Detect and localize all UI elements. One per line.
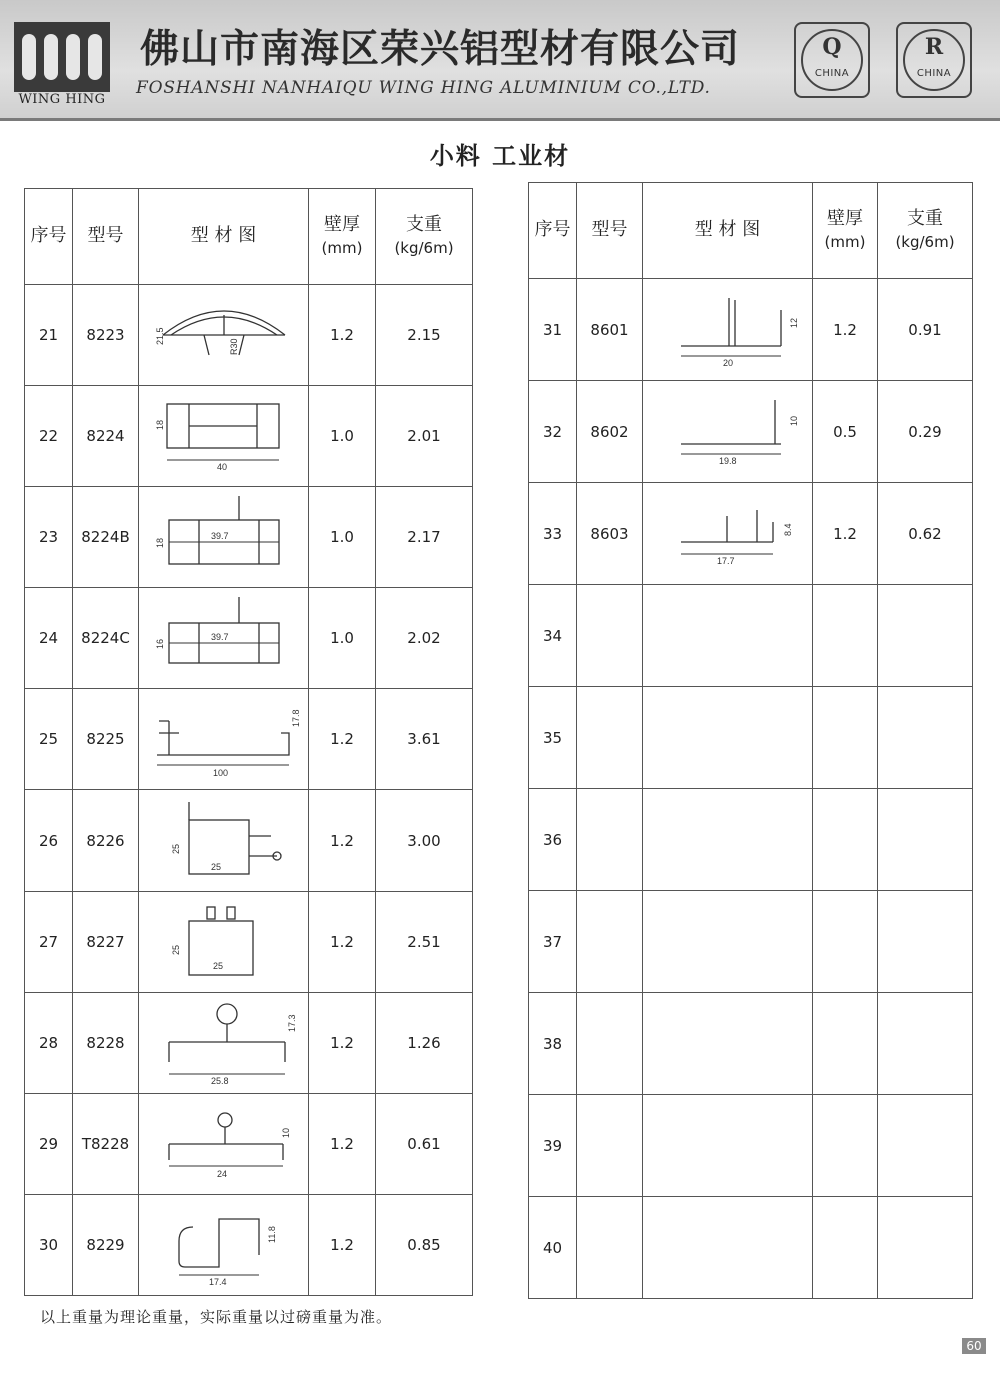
seq-cell: 39 [529, 1095, 577, 1197]
weight-cell: 3.00 [376, 790, 473, 891]
thickness-cell: 1.0 [309, 588, 376, 689]
weight-cell: 0.29 [878, 381, 973, 483]
table-row [25, 790, 473, 891]
dimension-label: 10 [788, 415, 799, 426]
weight-cell [878, 1197, 973, 1299]
seq-cell: 33 [529, 483, 577, 585]
dimension-label: 20 [722, 357, 733, 368]
thickness-cell [813, 1095, 878, 1197]
weight-cell: 2.51 [376, 891, 473, 992]
dimension-label: 16 [154, 639, 165, 650]
profile-drawing-icon [149, 396, 299, 476]
figure-cell [643, 483, 813, 585]
seq-cell: 21 [25, 285, 73, 386]
profile-drawing-icon [149, 492, 299, 582]
model-cell [577, 1095, 643, 1197]
weight-cell [878, 687, 973, 789]
model-cell: 8225 [73, 689, 139, 790]
thickness-cell: 1.2 [813, 483, 878, 585]
spec-table-left [24, 188, 473, 1296]
model-cell: 8603 [577, 483, 643, 585]
spec-table-right [528, 182, 973, 1299]
seq-cell: 26 [25, 790, 73, 891]
footnote: 以上重量为理论重量，实际重量以过磅重量为准。 [40, 1308, 393, 1326]
model-cell: T8228 [73, 1093, 139, 1194]
dimension-label: 17.7 [716, 555, 735, 566]
thickness-cell: 1.2 [309, 689, 376, 790]
seq-cell: 27 [25, 891, 73, 992]
dimension-label: 24 [216, 1168, 227, 1179]
thickness-cell [813, 993, 878, 1095]
weight-cell: 2.02 [376, 588, 473, 689]
badge-letter: R [924, 34, 944, 60]
dimension-label: 25 [170, 843, 181, 854]
profile-drawing-icon [149, 1104, 299, 1184]
seq-cell: 29 [25, 1093, 73, 1194]
badge-letter: Q [822, 34, 842, 60]
table-row [529, 687, 973, 789]
thickness-cell: 1.2 [309, 992, 376, 1093]
model-cell: 8229 [73, 1194, 139, 1295]
dimension-label: 25 [210, 861, 221, 872]
seq-cell: 22 [25, 386, 73, 487]
header-thickness: 壁厚 (mm) [309, 189, 376, 285]
thickness-cell [813, 585, 878, 687]
dimension-label: 39.7 [210, 531, 229, 542]
badge-caption: CHINA [814, 68, 850, 79]
figure-cell [643, 687, 813, 789]
weight-cell: 0.85 [376, 1194, 473, 1295]
figure-cell [643, 993, 813, 1095]
table-row [25, 992, 473, 1093]
thickness-cell: 1.2 [309, 1093, 376, 1194]
thickness-cell: 1.0 [309, 487, 376, 588]
thickness-cell [813, 687, 878, 789]
model-cell: 8602 [577, 381, 643, 483]
weight-cell [878, 585, 973, 687]
figure-cell [643, 585, 813, 687]
seq-cell: 31 [529, 279, 577, 381]
model-cell: 8224C [73, 588, 139, 689]
model-cell [577, 993, 643, 1095]
dimension-label: 10 [280, 1127, 291, 1138]
weight-cell [878, 789, 973, 891]
figure-cell [139, 689, 309, 790]
figure-cell [643, 1095, 813, 1197]
figure-cell [139, 487, 309, 588]
model-cell [577, 687, 643, 789]
dimension-label: 19.8 [718, 455, 737, 466]
seq-cell: 23 [25, 487, 73, 588]
registered-badge [896, 22, 972, 98]
seq-cell: 34 [529, 585, 577, 687]
dimension-label: 25.8 [210, 1075, 229, 1086]
model-cell: 8223 [73, 285, 139, 386]
thickness-cell [813, 891, 878, 993]
model-cell: 8228 [73, 992, 139, 1093]
seq-cell: 37 [529, 891, 577, 993]
weight-cell: 2.15 [376, 285, 473, 386]
dimension-label: 17.4 [208, 1276, 227, 1287]
weight-cell: 2.01 [376, 386, 473, 487]
page-number: 60 [962, 1338, 986, 1354]
figure-cell [643, 789, 813, 891]
thickness-cell [813, 1197, 878, 1299]
header-figure: 型 材 图 [643, 183, 813, 279]
figure-cell [139, 1093, 309, 1194]
table-row [529, 279, 973, 381]
thickness-cell: 1.2 [813, 279, 878, 381]
profile-drawing-icon [653, 392, 803, 472]
table-row [25, 285, 473, 386]
figure-cell [643, 381, 813, 483]
thickness-cell: 1.0 [309, 386, 376, 487]
model-cell [577, 1197, 643, 1299]
figure-cell [139, 285, 309, 386]
profile-drawing-icon [149, 796, 299, 886]
profile-drawing-icon [653, 290, 803, 370]
weight-cell [878, 891, 973, 993]
seq-cell: 32 [529, 381, 577, 483]
figure-cell [139, 891, 309, 992]
table-row [25, 1194, 473, 1295]
model-cell: 8227 [73, 891, 139, 992]
header-model: 型号 [577, 183, 643, 279]
table-row [529, 993, 973, 1095]
seq-cell: 38 [529, 993, 577, 1095]
seq-cell: 28 [25, 992, 73, 1093]
model-cell: 8224B [73, 487, 139, 588]
table-row [529, 483, 973, 585]
thickness-cell: 1.2 [309, 285, 376, 386]
profile-drawing-icon [149, 699, 299, 779]
table-row [529, 1197, 973, 1299]
model-cell [577, 585, 643, 687]
model-cell [577, 789, 643, 891]
figure-cell [139, 992, 309, 1093]
quality-badge [794, 22, 870, 98]
profile-drawing-icon [149, 998, 299, 1088]
thickness-cell: 1.2 [309, 891, 376, 992]
figure-cell [139, 790, 309, 891]
dimension-label: 18 [154, 538, 165, 549]
weight-cell: 0.91 [878, 279, 973, 381]
page-title: 小料 工业材 [429, 142, 571, 170]
profile-drawing-icon [149, 1205, 299, 1285]
table-row [529, 789, 973, 891]
weight-cell [878, 993, 973, 1095]
weight-cell [878, 1095, 973, 1197]
figure-cell [139, 1194, 309, 1295]
model-cell: 8601 [577, 279, 643, 381]
dimension-label: R30 [228, 338, 239, 356]
model-cell: 8226 [73, 790, 139, 891]
dimension-label: 8.4 [782, 522, 793, 536]
header-thickness: 壁厚 (mm) [813, 183, 878, 279]
page-header [0, 0, 1000, 121]
thickness-cell [813, 789, 878, 891]
weight-cell: 0.62 [878, 483, 973, 585]
model-cell: 8224 [73, 386, 139, 487]
seq-cell: 30 [25, 1194, 73, 1295]
dimension-label: 25 [170, 944, 181, 955]
dimension-label: 25 [212, 960, 223, 971]
seq-cell: 35 [529, 687, 577, 789]
dimension-label: 39.7 [210, 632, 229, 643]
table-row [529, 891, 973, 993]
figure-cell [643, 1197, 813, 1299]
figure-cell [643, 279, 813, 381]
table-row [25, 487, 473, 588]
profile-drawing-icon [149, 295, 299, 375]
logo-text: WING HING [18, 92, 106, 107]
dimension-label: 40 [216, 462, 227, 473]
seq-cell: 40 [529, 1197, 577, 1299]
dimension-label: 12 [788, 317, 799, 328]
profile-drawing-icon [149, 593, 299, 683]
table-row [25, 588, 473, 689]
dimension-label: 21.5 [154, 327, 165, 346]
dimension-label: 100 [212, 768, 228, 779]
weight-cell: 2.17 [376, 487, 473, 588]
dimension-label: 18 [154, 420, 165, 431]
thickness-cell: 1.2 [309, 790, 376, 891]
table-row [25, 1093, 473, 1194]
company-name-cn: 佛山市南海区荣兴铝型材有限公司 [140, 26, 741, 72]
header-weight: 支重 (kg/6m) [376, 189, 473, 285]
seq-cell: 36 [529, 789, 577, 891]
figure-cell [643, 891, 813, 993]
figure-cell [139, 588, 309, 689]
thickness-cell: 0.5 [813, 381, 878, 483]
header-seq: 序号 [529, 183, 577, 279]
seq-cell: 24 [25, 588, 73, 689]
dimension-label: 17.8 [290, 709, 301, 728]
header-seq: 序号 [25, 189, 73, 285]
model-cell [577, 891, 643, 993]
table-row [529, 1095, 973, 1197]
badge-caption: CHINA [916, 68, 952, 79]
thickness-cell: 1.2 [309, 1194, 376, 1295]
table-row [529, 381, 973, 483]
header-weight: 支重 (kg/6m) [878, 183, 973, 279]
weight-cell: 3.61 [376, 689, 473, 790]
table-row [25, 386, 473, 487]
profile-drawing-icon [149, 897, 299, 987]
seq-cell: 25 [25, 689, 73, 790]
table-row [25, 689, 473, 790]
table-row [25, 891, 473, 992]
dimension-label: 11.8 [266, 1226, 277, 1243]
table-row [529, 585, 973, 687]
weight-cell: 1.26 [376, 992, 473, 1093]
header-figure: 型 材 图 [139, 189, 309, 285]
profile-drawing-icon [653, 494, 803, 574]
header-model: 型号 [73, 189, 139, 285]
company-name-en: FOSHANSHI NANHAIQU WING HING ALUMINIUM CO.,LTD. [136, 78, 711, 98]
weight-cell: 0.61 [376, 1093, 473, 1194]
dimension-label: 17.3 [286, 1014, 297, 1032]
figure-cell [139, 386, 309, 487]
